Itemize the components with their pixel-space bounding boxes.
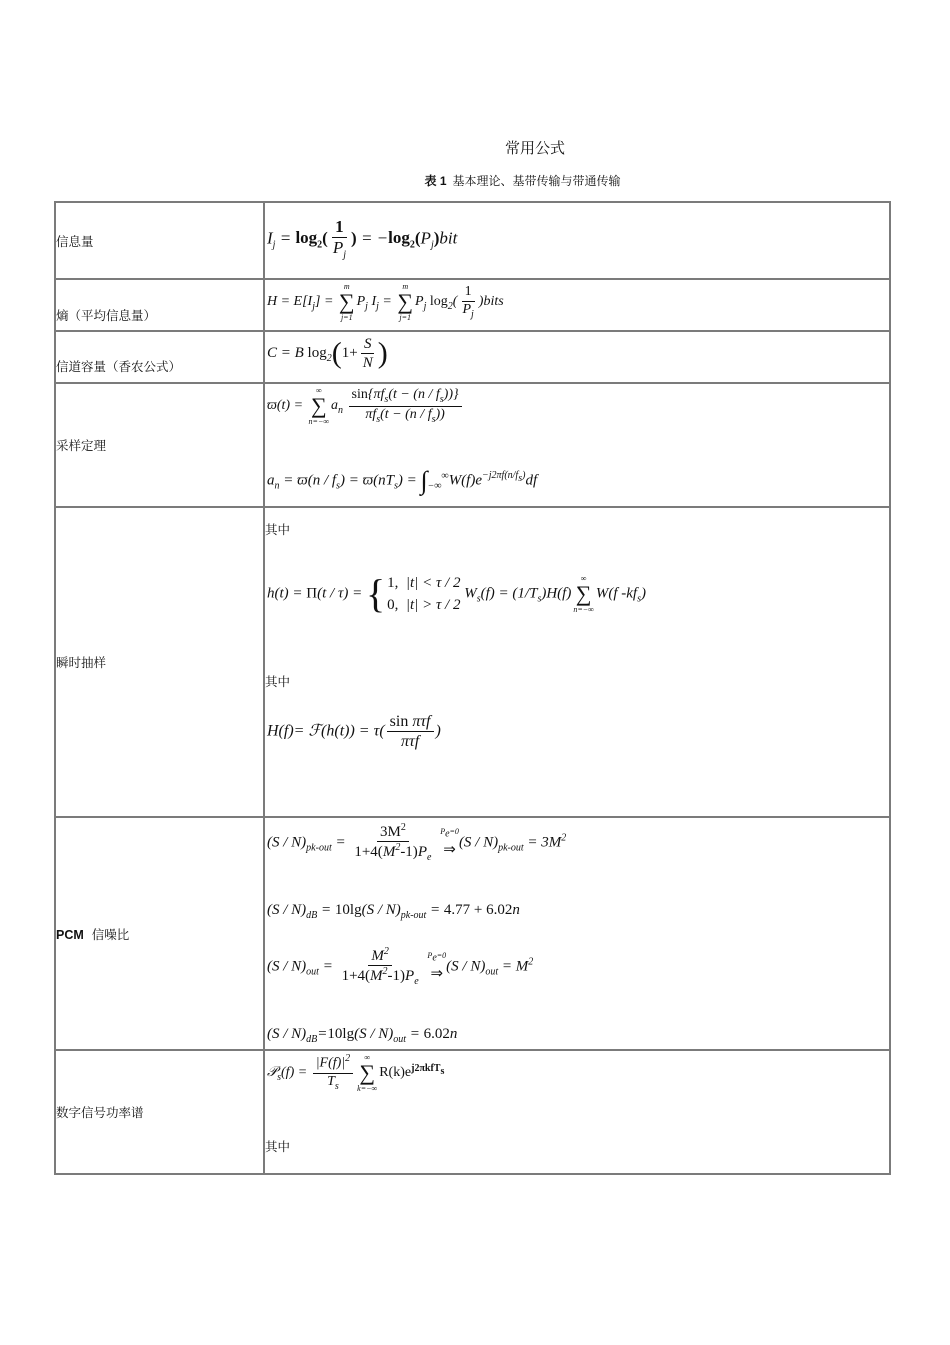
formula-shannon: C = B $\log_2(1+$ $\frac{S}{N}$ ) (267, 336, 388, 371)
formula-cell (264, 331, 890, 383)
row-label: 采样定理 (55, 383, 264, 507)
note-text: 其中 (265, 1139, 291, 1154)
formula-table (54, 201, 891, 1175)
label-text: 信噪比 (91, 926, 130, 942)
note-text: 其中 (265, 522, 291, 537)
table-row (55, 817, 890, 1050)
formula-cell (264, 507, 890, 817)
row-label (55, 817, 264, 1050)
row-label: 信道容量（香农公式） (55, 331, 264, 383)
formula-pcm-2: $(S / N)_{dB} = 10\lg(S / N)_{pk-out} = 4.77 + 6.02n$ (267, 902, 520, 921)
table-row (55, 331, 890, 383)
formula-cell (264, 817, 890, 1050)
row-label: 瞬时抽样 (55, 507, 264, 817)
table-row (55, 279, 890, 331)
formula-pcm-4: $(S / N)_{dB}=10\lg(S / N)_{out} = 6.02n$ (267, 1026, 458, 1045)
table-row (55, 1050, 890, 1174)
formula-pcm-1: $(S / N)_{pk-out}$ = $\frac{3M^2}{1+4(M^2-1)P_e}$ $P_e=0$ ⇒ $(S / N)_{pk-out} = 3M^2$ (267, 822, 567, 863)
label-prefix: PCM (56, 927, 84, 942)
row-label: 数字信号功率谱 (55, 1050, 264, 1174)
formula-cell (264, 202, 890, 279)
formula-transfer: H(f)= ℱ(h(t)) = τ( $\frac{\text{sin πτf}}{\text{πτf}}$ ) (267, 713, 441, 751)
formula-cell (264, 383, 890, 507)
table-row (55, 202, 890, 279)
formula-cell (264, 1050, 890, 1174)
table-row (55, 507, 890, 817)
page-title: 常用公式 (504, 139, 565, 157)
formula-instant-sampling: h(t) = Π(t / τ) = { 1, |t| < τ / 2 0, |t| > τ / 2 $W_s(f) = (1/T_s)H(f)$ ∞ ∑ n=−∞ W(f $-kf_s$) (267, 571, 646, 616)
row-label: 信息量 (55, 202, 264, 279)
formula-entropy: $H = E[I_j]$ = m ∑ j=1 $P_j$ $I_j$ = m ∑ j=1 $P_j$ $\log_2$( $\frac{1}{P_j}$ )bits (267, 282, 504, 322)
formula-cell (264, 279, 890, 331)
formula-sampling-2: $a_n = ϖ(n / f_s) = ϖ(nT_s) = \int_{-\infty}^\infty W(f)e^{-j2\pi f(n/f_s)}df$ (267, 466, 538, 495)
table-number: 表 1 (424, 174, 447, 188)
formula-psd: 𝒫$_s$(f) = $\frac{|F(f)|^2}{T_s}$ ∞ ∑ k=−∞ $R(k)e^{j2\pi kfT_s}$ (267, 1053, 445, 1093)
table-row (55, 383, 890, 507)
note-text: 其中 (265, 674, 291, 689)
table-caption (0, 172, 950, 189)
formula-sampling-1: ϖ(t) = ∞ ∑ n=−∞ $a_n$ $\frac{\sin\{\pi f_s(t - (n / f_s))\}}{\pi f_s(t - (n / f_s))}$ (267, 386, 464, 426)
table-caption-text: 基本理论、基带传输与带通传输 (452, 174, 621, 188)
row-label: 熵（平均信息量） (55, 279, 264, 331)
formula-information: $I_j = \log_2$( $\frac{1}{P_j}$ ) = $-\log_2(P_j)bit$ (267, 217, 458, 261)
formula-pcm-3: $(S / N)_{out}$ = $\frac{M^2}{1+4(M^2-1)P_e}$ $P_e=0$ ⇒ $(S / N)_{out} = M^2$ (267, 946, 534, 987)
